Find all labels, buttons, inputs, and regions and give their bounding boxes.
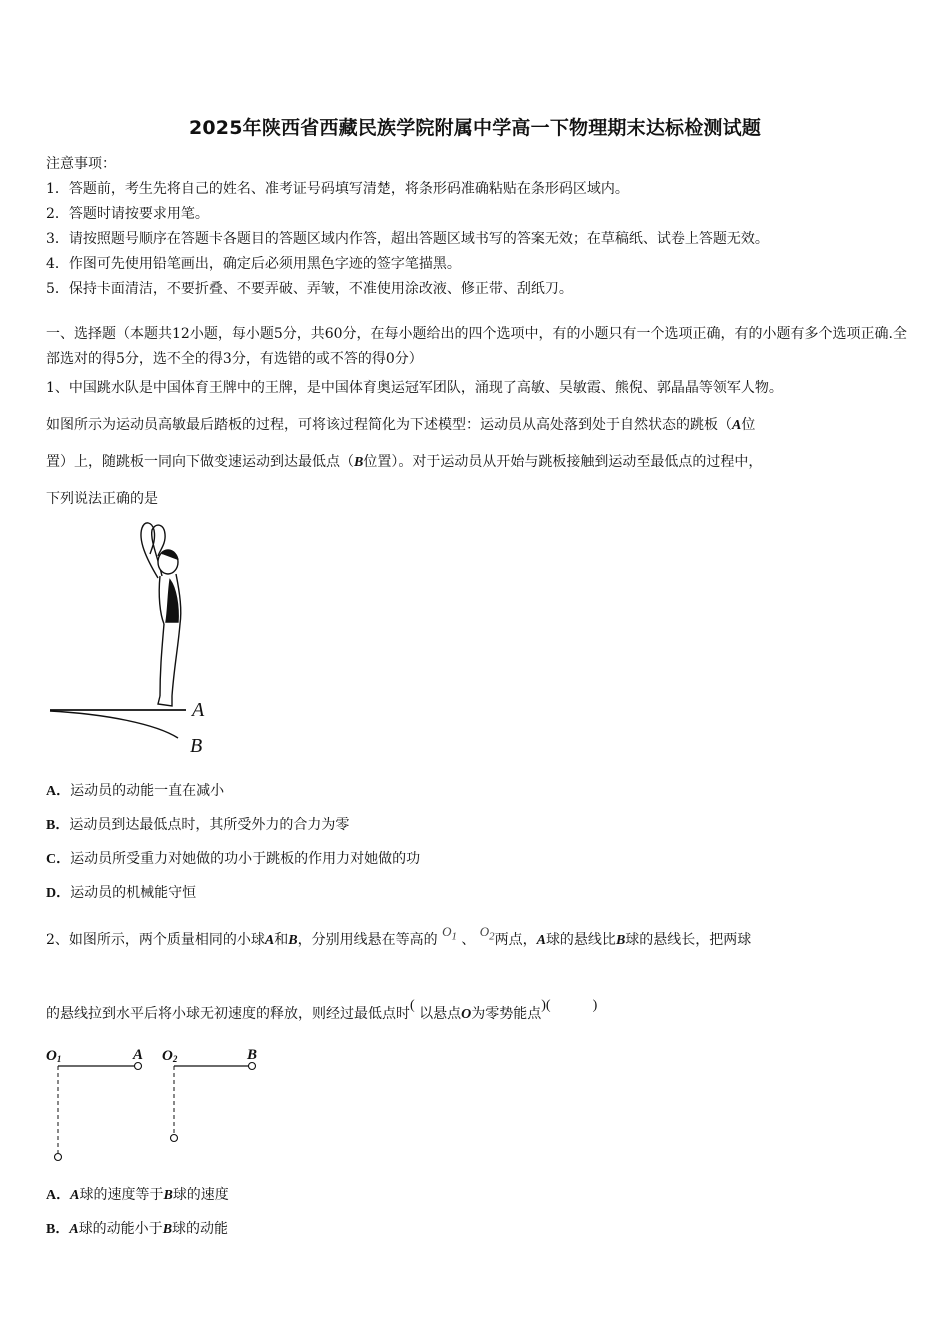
q2-option-b: B．A球的动能小于B球的动能 — [46, 1221, 229, 1237]
notice-item-3: 3．请按照题号顺序在答题卡各题目的答题区域内作答，超出答题区域书写的答案无效；在草稿纸、试卷上答题无效。 — [46, 231, 769, 247]
ball-a-top — [135, 1063, 142, 1070]
q1-line-1: 1、中国跳水队是中国体育王牌中的王牌，是中国体育奥运冠军团队，涌现了高敏、吴敏霞、熊倪、郭晶晶等领军人物。 — [46, 380, 783, 396]
q1-option-c: C．运动员所受重力对她做的功小于跳板的作用力对她做的功 — [46, 851, 421, 867]
label-A: A — [192, 699, 205, 721]
springboard-curve-b — [50, 711, 178, 738]
q1-option-b: B．运动员到达最低点时，其所受外力的合力为零 — [46, 817, 350, 833]
notice-heading: 注意事项： — [46, 156, 116, 172]
q2-line-1: 2、如图所示，两个质量相同的小球A和B，分别用线悬在等高的 $O_1$ 、 $O_2$两点，A球的悬线比B球的悬线长，把两球 — [46, 924, 752, 948]
q2-line-2: 的悬线拉到水平后将小球无初速度的释放，则经过最低点时( 以悬点O为零势能点)( ) — [46, 998, 598, 1022]
ball-b-top — [249, 1063, 256, 1070]
page-title: 2025年陕西省西藏民族学院附属中学高一下物理期末达标检测试题 — [188, 117, 762, 139]
diver-figure — [46, 518, 226, 763]
q1-line-4: 下列说法正确的是 — [46, 491, 158, 507]
q1-line-2: 如图所示为运动员高敏最后踏板的过程，可将该过程简化为下述模型：运动员从高处落到处于自然状态的跳板（A位 — [46, 417, 756, 433]
notice-item-1: 1．答题前，考生先将自己的姓名、准考证号码填写清楚，将条形码准确粘贴在条形码区域内。 — [46, 181, 629, 197]
section-intro: 一、选择题（本题共12小题，每小题5分，共60分，在每小题给出的四个选项中，有的小题只有一个选项正确，有的小题有多个选项正确.全部选对的得5分，选不全的得3分，有选错的或不答的得0分） — [46, 326, 907, 367]
pendulum-figure — [40, 1042, 280, 1167]
notice-item-2: 2．答题时请按要求用笔。 — [46, 206, 209, 222]
ball-a-bottom — [55, 1154, 62, 1161]
q1-option-d: D．运动员的机械能守恒 — [46, 885, 197, 901]
label-A: A — [133, 1047, 144, 1063]
label-O2: O2 — [162, 1048, 178, 1064]
q1-line-3: 置）上，随跳板一同向下做变速运动到达最低点（B位置）。对于运动员从开始与跳板接触到运动至最低点的过程中， — [46, 454, 763, 470]
q1-option-a: A．运动员的动能一直在减小 — [46, 783, 225, 799]
label-B: B — [190, 735, 203, 757]
ball-b-bottom — [171, 1135, 178, 1142]
notice-item-5: 5．保持卡面清洁，不要折叠、不要弄破、弄皱，不准使用涂改液、修正带、刮纸刀。 — [46, 281, 573, 297]
q2-option-a: A．A球的速度等于B球的速度 — [46, 1187, 229, 1203]
notice-item-4: 4．作图可先使用铅笔画出，确定后必须用黑色字迹的签字笔描黑。 — [46, 256, 461, 272]
label-B: B — [247, 1047, 258, 1063]
label-O1: O1 — [46, 1048, 62, 1064]
